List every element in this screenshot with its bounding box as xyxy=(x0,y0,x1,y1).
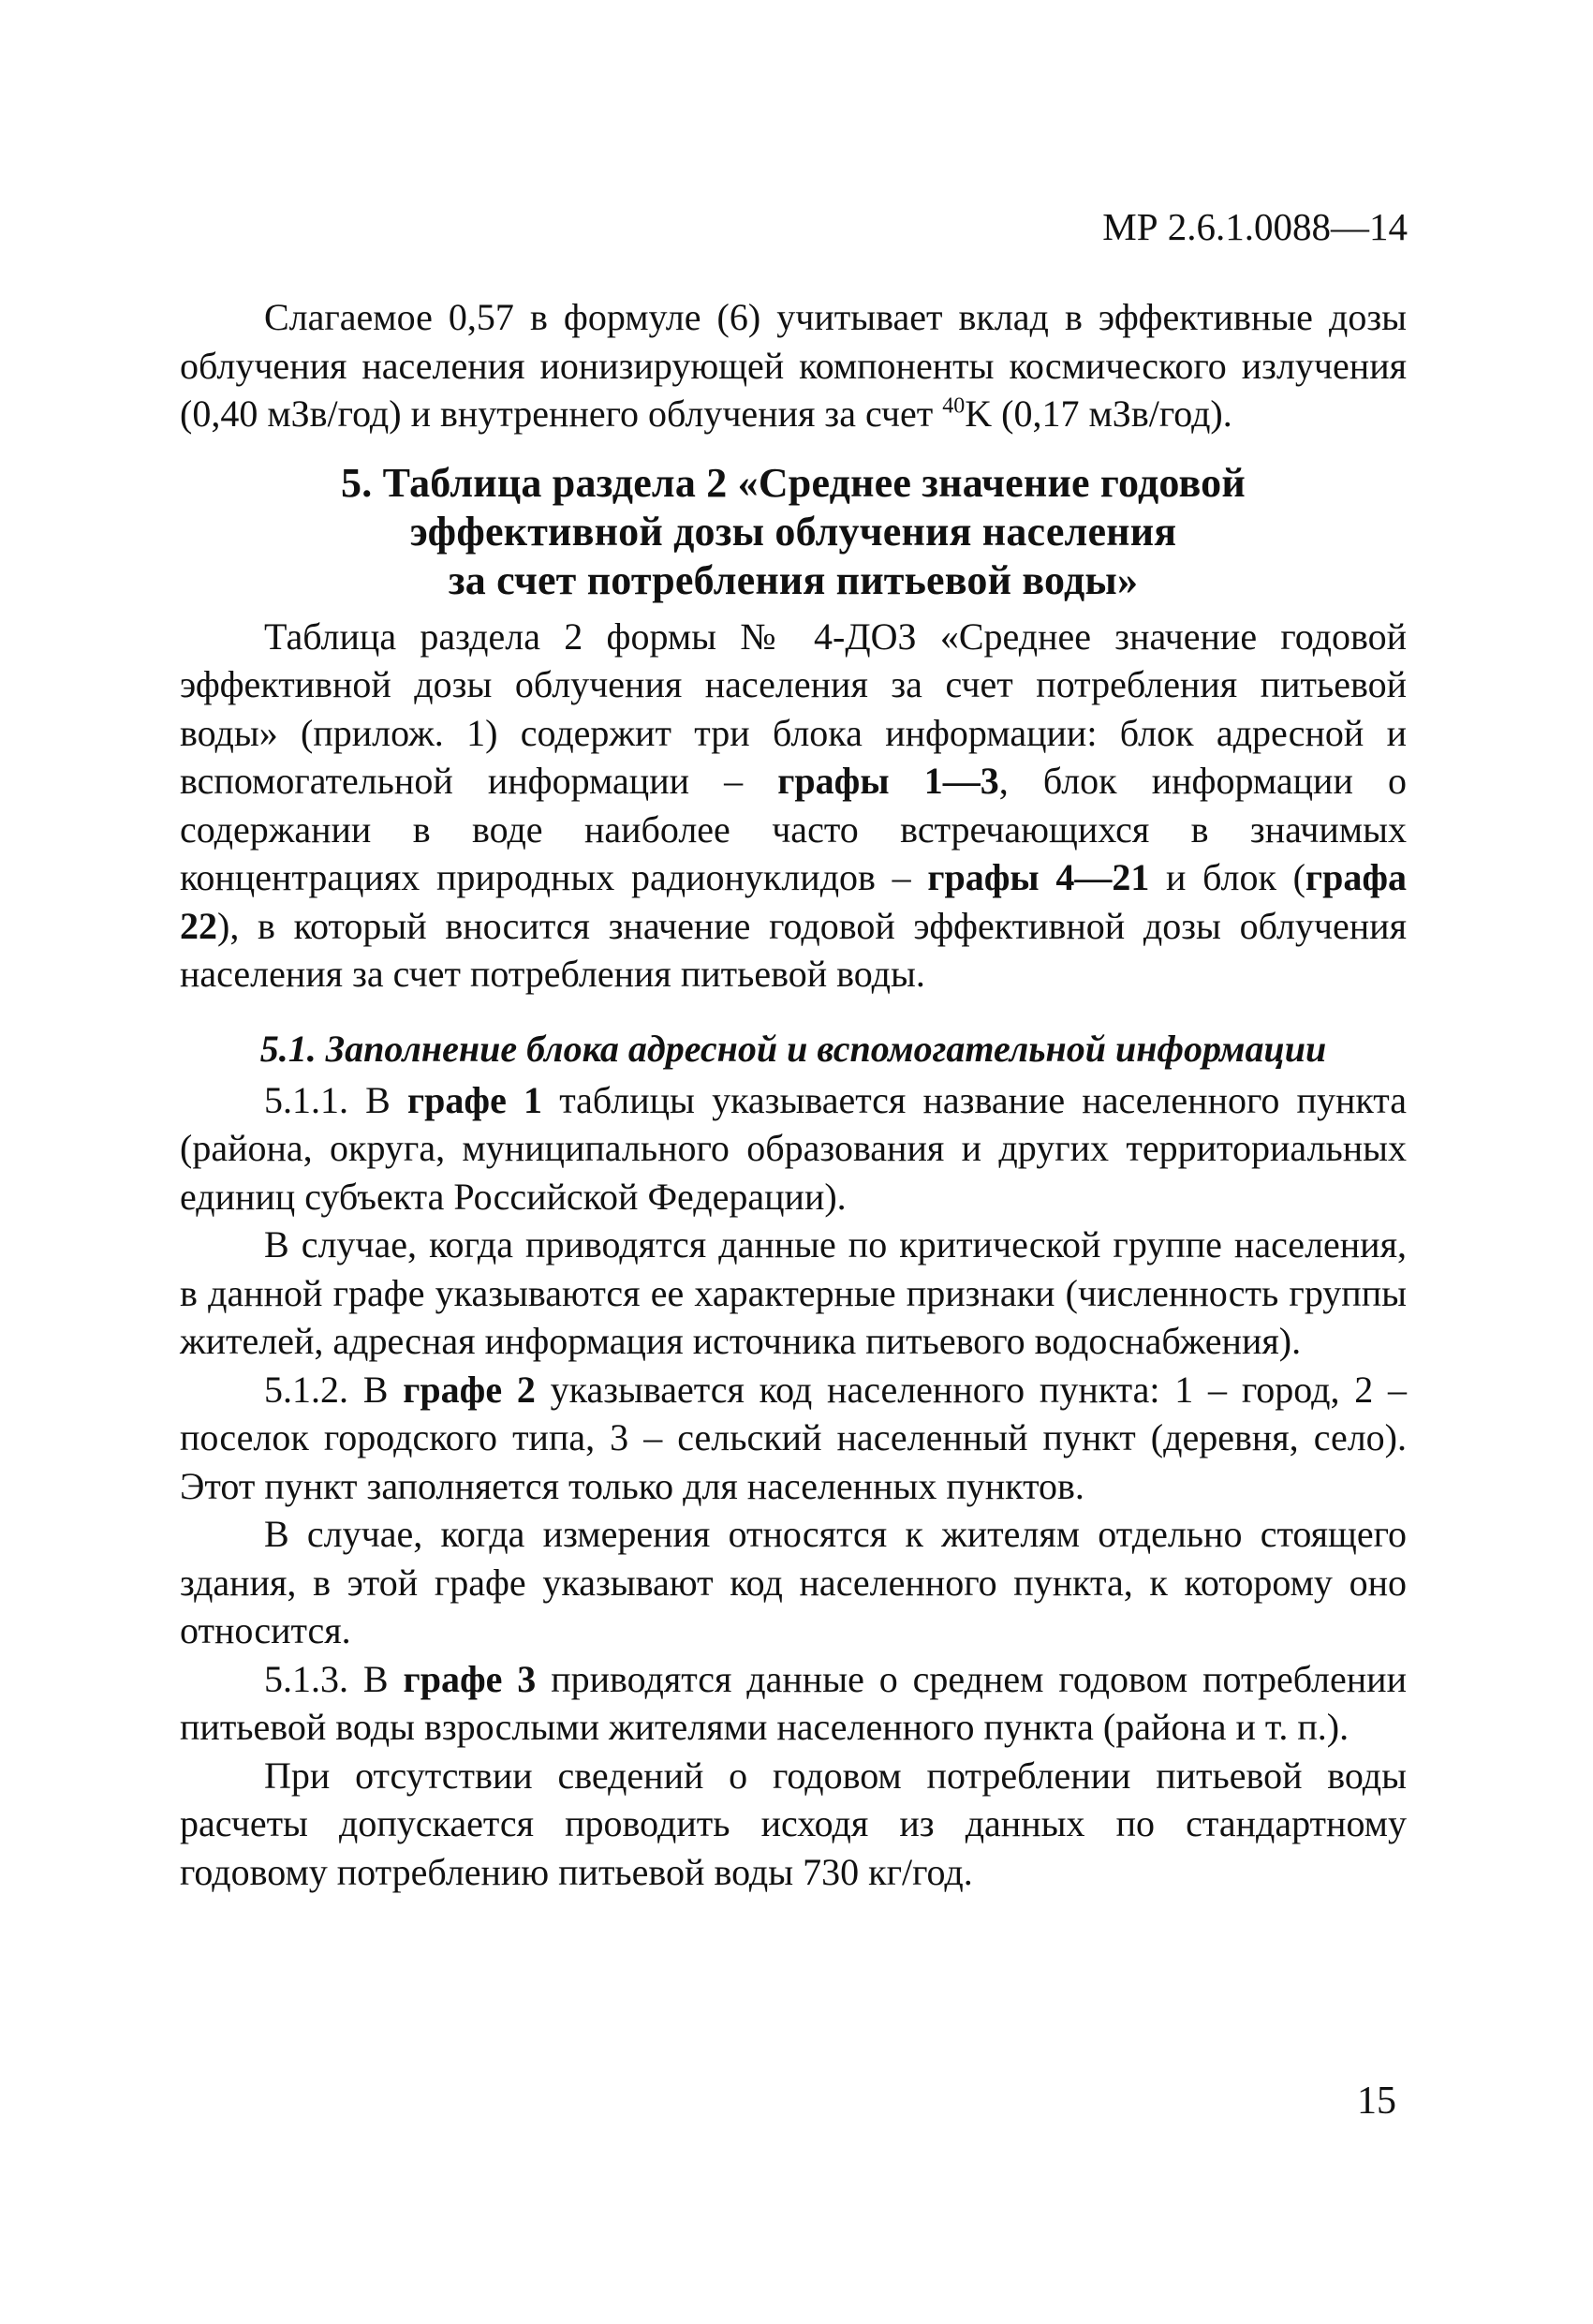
section-5-paragraph xyxy=(180,613,1407,999)
document-code-header: МР 2.6.1.0088—14 xyxy=(1102,205,1408,248)
paragraph-5-1-1 xyxy=(180,1076,1407,1221)
text-run: 5.1.2. В xyxy=(264,1368,404,1411)
page-content xyxy=(180,293,1407,1896)
paragraph-5-1-2 xyxy=(180,1366,1407,1511)
page-number: 15 xyxy=(1357,2080,1396,2123)
intro-text: Слагаемое 0,57 в формуле (6) учитывает вклад в эффективные дозы облучения населения ионизирующей компоненты космического излучения (0,40 мЗв/год) и внутреннего облучения за счет xyxy=(180,296,1407,435)
text-run: приводятся данные о среднем годовом потреблении питьевой воды взрослыми жителями населенного пункта (района и т. п.). xyxy=(180,1657,1407,1748)
text-run: указывается код населенного пункта: 1 – город, 2 – поселок городского типа, 3 – сельский населенный пункт (деревня, село). Этот пункт заполняется только для населенных пунктов. xyxy=(180,1368,1407,1507)
section-5-heading xyxy=(180,459,1407,605)
text-run: 5.1.1. В xyxy=(264,1078,408,1121)
bold-ref-column-1: графе 1 xyxy=(407,1078,543,1121)
section-5-heading-line-3: за счет потребления питьевой воды» xyxy=(448,556,1139,603)
intro-text-end: K (0,17 мЗв/год). xyxy=(965,392,1232,435)
paragraph-separate-building: В случае, когда измерения относятся к жителям отдельно стоящего здания, в этой графе указывают код населенного пункта, к которому оно относится. xyxy=(180,1513,1407,1651)
section-5-heading-line-2: эффективной дозы облучения населения xyxy=(409,508,1177,555)
text-run: и блок ( xyxy=(1149,856,1305,898)
text-run: , блок информации о содержании в воде наиболее часто встречающихся в значимых концентрациях природных радионуклидов – xyxy=(180,760,1407,898)
bold-ref-column-3: графе 3 xyxy=(403,1657,537,1700)
text-run: ), в который вносится значение годовой эффективной дозы облучения населения за счет потребления питьевой воды. xyxy=(180,904,1407,995)
paragraph-standard-consumption: При отсутствии сведений о годовом потреблении питьевой воды расчеты допускается проводить исходя из данных по стандартному годовому потреблению питьевой воды 730 кг/год. xyxy=(180,1754,1407,1893)
section-5-1-heading: 5.1. Заполнение блока адресной и вспомогательной информации xyxy=(259,1027,1327,1070)
bold-ref-column-22: графа 22 xyxy=(180,856,1407,947)
text-run: Таблица раздела 2 формы № 4-ДОЗ «Среднее значение годовой эффективной дозы облучения населения за счет потребления питьевой воды» (прилож. 1) содержит три блока информации: блок адресной и вспомогательной информации – xyxy=(180,614,1407,802)
intro-paragraph xyxy=(180,293,1407,438)
bold-ref-columns-4-21: графы 4—21 xyxy=(927,856,1150,898)
bold-ref-columns-1-3: графы 1—3 xyxy=(777,760,999,802)
section-5-heading-line-1: 5. Таблица раздела 2 «Среднее значение годовой xyxy=(341,459,1246,506)
paragraph-critical-group: В случае, когда приводятся данные по критической группе населения, в данной графе указываются ее характерные признаки (численность группы жителей, адресная информация источника питьевого водоснабжения). xyxy=(180,1223,1407,1362)
bold-ref-column-2: графе 2 xyxy=(403,1368,536,1411)
paragraph-5-1-3 xyxy=(180,1655,1407,1752)
isotope-mass-number: 40 xyxy=(942,393,966,419)
text-run: таблицы указывается название населенного пункта (района, округа, муниципального образования и других территориальных единиц субъекта Российской Федерации). xyxy=(180,1078,1407,1218)
text-run: 5.1.3. В xyxy=(264,1657,404,1700)
